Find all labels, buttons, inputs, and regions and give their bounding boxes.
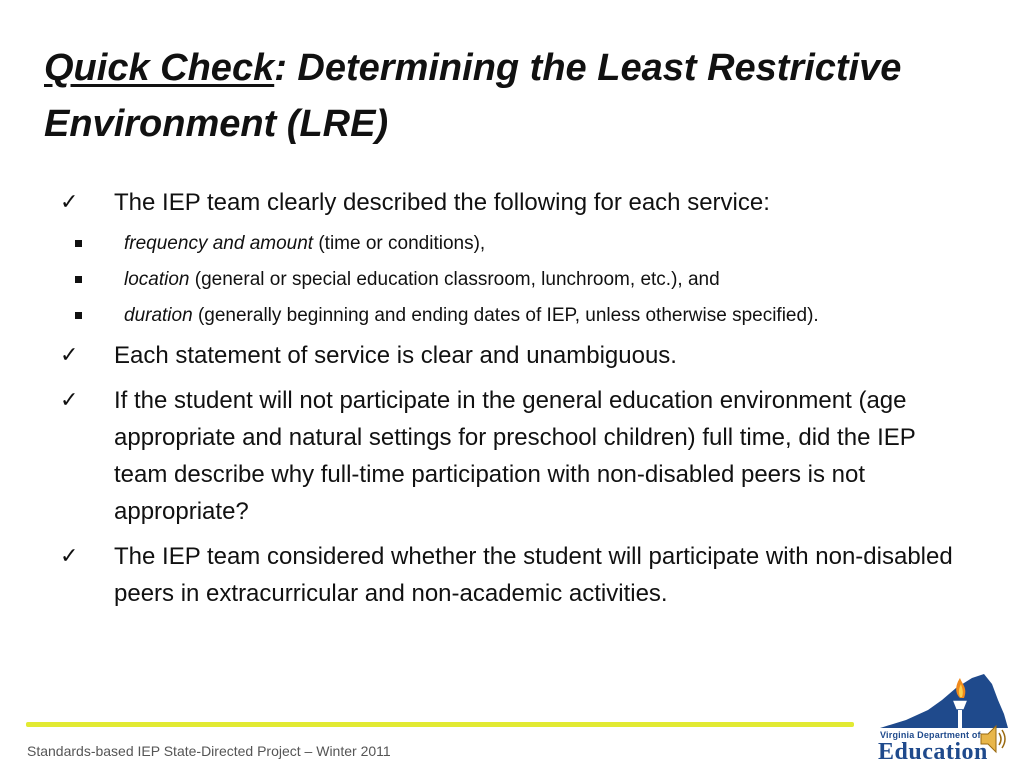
square-bullet-icon [75,312,82,319]
title-prefix: Quick Check [44,47,275,89]
logo-line1: Virginia Department of [880,730,981,740]
square-bullet-icon [75,276,82,283]
bullet-text: The IEP team clearly described the following for each service: [114,189,770,216]
bullet-item [60,184,960,221]
bullet-text: The IEP team considered whether the student will participate with non-disabled peers in extracurricular and non-academic activities. [114,543,953,607]
sub-list [60,229,960,331]
square-bullet-icon [75,240,82,247]
sub-item-term: frequency and amount [124,233,314,254]
speaker-icon[interactable] [978,722,1008,756]
footer-text: Standards-based IEP State-Directed Project – Winter 2011 [27,743,391,759]
logo-line2: Education [878,739,988,765]
bullet-text: Each statement of service is clear and unambiguous. [114,342,677,369]
slide-title [44,40,984,152]
sub-item [60,229,960,259]
sub-item-desc: (generally beginning and ending dates of IEP, unless otherwise specified). [192,305,819,326]
sub-item [60,265,960,295]
sub-list-container [60,229,960,331]
bullet-text: If the student will not participate in the general education environment (age appropriate and natural settings for preschool children) full time, did the IEP team describe why full-time participation with non-disabled peers is not appropriate? [114,387,916,525]
sub-item-term: duration [124,305,193,326]
check-mark-icon: ✓ [60,544,79,569]
footer-divider [26,722,854,727]
check-mark-icon: ✓ [60,388,79,413]
bullet-item [60,538,960,612]
sub-item [60,301,960,331]
bullet-item [60,337,960,374]
check-mark-icon: ✓ [60,190,79,215]
sub-item-desc: (general or special education classroom, lunchroom, etc.), and [189,269,720,290]
sub-item-desc: (time or conditions), [313,233,486,254]
title-rest: : Determining the Least Restrictive Environment (LRE) [44,47,902,145]
bullet-list [60,184,960,620]
bullet-item [60,382,960,530]
check-mark-icon: ✓ [60,343,79,368]
sub-item-term: location [124,269,190,290]
